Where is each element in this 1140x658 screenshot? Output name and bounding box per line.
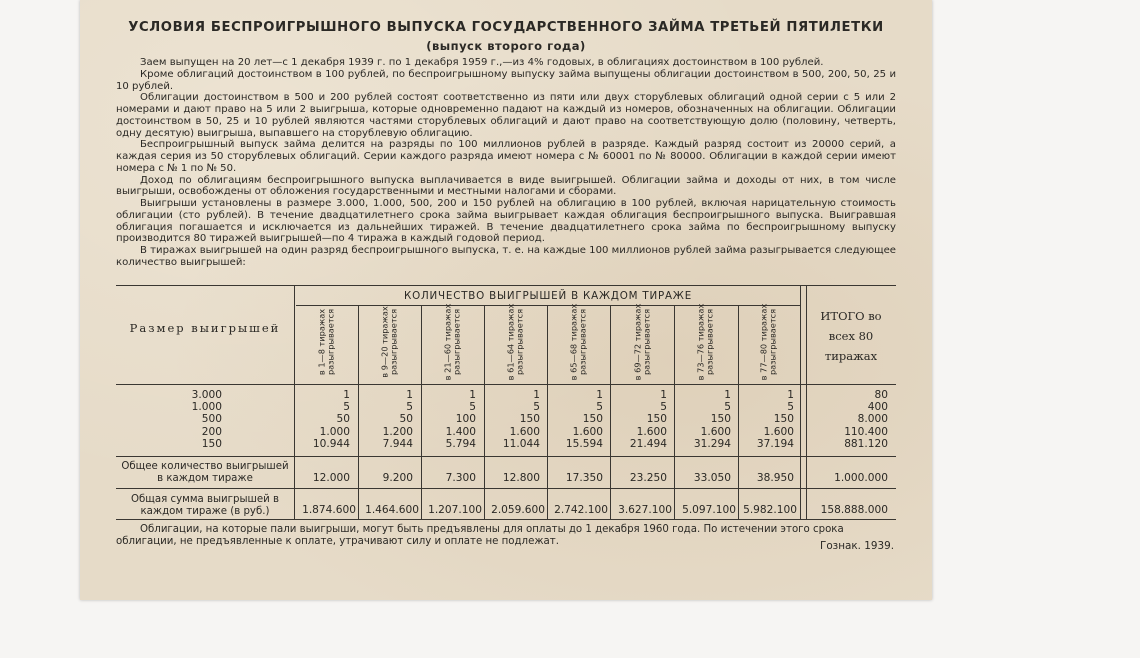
document-title: УСЛОВИЯ БЕСПРОИГРЫШНОГО ВЫПУСКА ГОСУДАРСТВЕННОГО ЗАЙМА ТРЕТЬЕЙ ПЯТИЛЕТКИ — [128, 20, 884, 35]
count-cell: 150 — [646, 413, 667, 426]
paragraph: Облигации достоинством в 500 и 200 рублей состоят соответственно из пяти или двух сторублевых облигаций одной серии с 5 или 2 номерами и дают право на 5 или 2 выигрыша, которые одновременно падают на каждый из номеров, обозначенных на облигации. Облигации достоинством в 50, 25 и 10 рублей являются частями сторублевых облигаций и дают право на соответствующую долю (половину, четверть, одну десятую) выигрыша, выпавшего на сторублевую облигацию. — [116, 92, 896, 139]
count-cell: 150 — [519, 413, 540, 426]
group-column-header: КОЛИЧЕСТВО ВЫИГРЫШЕЙ В КАЖДОМ ТИРАЖЕ — [404, 290, 692, 302]
count-cell: 1 — [660, 389, 667, 401]
paragraph: Кроме облигаций достоинством в 100 рублей, по беспроигрышному выпуску займа выпущены облигации достоинством в 500, 200, 50, 25 и 10 рублей. — [116, 68, 896, 92]
document-subtitle: (выпуск второго года) — [426, 39, 586, 53]
sum-cell: 2.059.600 — [491, 504, 545, 516]
count-cell: 1.000 — [319, 425, 350, 438]
count-cell: 5 — [660, 401, 667, 414]
table-top-rule — [116, 285, 896, 286]
count-cell: 50 — [399, 413, 413, 426]
paragraph: Доход по облигациям беспроигрышного выпуска выплачивается в виде выигрышей. Облигации займа и доходы от них, в том числе выигрыши, освобождены от обложения государственными и местными налогами и сборами. — [116, 174, 896, 198]
sum-cell: 5.982.100 — [743, 504, 797, 516]
total-cell: 80 — [874, 389, 888, 401]
count-bottom-rule — [116, 488, 896, 489]
draw-range-header: в 61—64 тиражах разыгрывается — [505, 303, 525, 381]
count-cell: 5 — [406, 401, 413, 414]
count-cell: 100 — [455, 413, 476, 426]
redemption-note: Облигации, на которые пали выигрыши, могут быть предъявлены для оплаты до 1 декабря 1960 года. По истечении этого срока облигации, не предъявленные к оплате, утрачивают силу и оплате не подлежат. — [116, 524, 844, 548]
count-cell: 1.600 — [700, 425, 731, 438]
sum-cell: 1.464.600 — [365, 504, 419, 516]
count-cell: 7.944 — [382, 437, 413, 450]
rows-bottom-rule — [116, 456, 896, 457]
count-cell: 1 — [343, 389, 350, 401]
column-divider — [800, 285, 801, 519]
count-total-cell: 7.300 — [445, 472, 476, 484]
count-total-cell: 12.000 — [312, 472, 350, 484]
total-cell: 400 — [867, 401, 888, 414]
count-column — [612, 389, 667, 450]
total-column — [808, 389, 888, 450]
count-cell: 15.594 — [565, 437, 603, 450]
count-total-cell: 9.200 — [382, 472, 413, 484]
draw-range-header: в 1—8 тиражах разыгрывается — [316, 308, 336, 376]
count-cell: 1 — [787, 389, 794, 401]
count-cell: 1.200 — [382, 425, 413, 438]
sum-cell: 1.874.600 — [302, 504, 356, 516]
count-cell: 5 — [724, 401, 731, 414]
draw-range-header: в 21—60 тиражах разыгрывается — [442, 303, 462, 381]
prize-size: 1.000 — [191, 401, 222, 414]
sum-cell: 3.627.100 — [618, 504, 672, 516]
sum-row-label: Общая сумма выигрышей в каждом тираже (в руб.) — [131, 494, 279, 518]
count-cell: 150 — [582, 413, 603, 426]
count-cell: 50 — [336, 413, 350, 426]
count-cell: 5 — [343, 401, 350, 414]
draw-range-header: в 77—80 тиражах разыгрывается — [758, 303, 778, 381]
size-column-header: Размер выигрышей — [129, 321, 281, 335]
count-cell: 1.600 — [509, 425, 540, 438]
count-cell: 5 — [533, 401, 540, 414]
count-cell: 37.194 — [756, 437, 794, 450]
count-column — [548, 389, 603, 450]
count-cell: 5.794 — [445, 437, 476, 450]
draw-range-header: в 73—76 тиражах разыгрывается — [695, 303, 715, 381]
paragraph: Беспроигрышный выпуск займа делится на разряды по 100 миллионов рублей в разряде. Каждый разряд состоит из 20000 серий, а каждая серия из 50 сторублевых облигаций. Серии каждого разряда имеют номера с № 60001 по № 80000. Облигации в каждой серии имеют номера с № 1 по № 50. — [116, 139, 896, 174]
sum-grand-total: 158.888.000 — [820, 504, 888, 516]
sum-cell: 1.207.100 — [428, 504, 482, 516]
count-column — [485, 389, 540, 450]
header-bottom-rule — [116, 384, 896, 385]
total-cell: 881.120 — [844, 437, 888, 450]
table-bottom-rule — [116, 519, 896, 520]
count-total-cell: 12.800 — [502, 472, 540, 484]
total-cell: 8.000 — [857, 413, 888, 426]
prize-size-column — [180, 389, 222, 450]
count-cell: 1.600 — [763, 425, 794, 438]
paragraph: Выигрыши установлены в размере 3.000, 1.000, 500, 200 и 150 рублей на облигацию в 100 рублей, включая нарицательную стоимость облигации (сто рублей). В течение двадцатилетнего срока займа выигрывает каждая облигация беспроигрышного выпуска. Выигравшая облигация погашается и исключается из дальнейших тиражей. В течение двадцатилетнего срока займа по беспроигрышному выпуску производится 80 тиражей выигрышей—по 4 тиража в каждый годовой период. — [116, 198, 896, 245]
prize-size: 3.000 — [191, 389, 222, 401]
count-cell: 10.944 — [312, 437, 350, 450]
printer-imprint: Гознак. 1939. — [819, 540, 894, 552]
conditions-text — [116, 57, 896, 269]
count-cell: 5 — [596, 401, 603, 414]
column-divider — [294, 285, 295, 519]
count-cell: 1 — [469, 389, 476, 401]
count-cell: 1.400 — [445, 425, 476, 438]
sum-cell: 2.742.100 — [554, 504, 608, 516]
count-column — [359, 389, 413, 450]
draw-range-header: в 9—20 тиражах разыгрывается — [379, 306, 399, 378]
count-column — [422, 389, 476, 450]
count-cell: 150 — [710, 413, 731, 426]
total-column-header: ИТОГО во всех 80 тиражах — [820, 309, 882, 363]
count-cell: 31.294 — [693, 437, 731, 450]
count-cell: 1.600 — [636, 425, 667, 438]
draw-range-header: в 65—68 тиражах разыгрывается — [568, 303, 588, 381]
count-cell: 1 — [406, 389, 413, 401]
count-column — [296, 389, 350, 450]
prize-size: 500 — [201, 413, 222, 426]
count-cell: 11.044 — [502, 437, 540, 450]
count-column — [739, 389, 794, 450]
sum-cell: 5.097.100 — [682, 504, 736, 516]
count-cell: 1 — [533, 389, 540, 401]
count-cell: 1 — [596, 389, 603, 401]
prize-size: 200 — [201, 425, 222, 438]
paragraph: Заем выпущен на 20 лет—с 1 декабря 1939 г. по 1 декабря 1959 г.,—из 4% годовых, в облигациях достоинством в 100 рублей. — [140, 57, 824, 68]
column-divider — [610, 305, 611, 519]
count-cell: 1 — [724, 389, 731, 401]
count-grand-total: 1.000.000 — [834, 472, 888, 484]
count-total-cell: 23.250 — [629, 472, 667, 484]
count-cell: 5 — [469, 401, 476, 414]
bond-back-sheet — [80, 0, 932, 600]
count-column — [675, 389, 731, 450]
count-cell: 5 — [787, 401, 794, 414]
count-cell: 21.494 — [629, 437, 667, 450]
count-total-cell: 17.350 — [565, 472, 603, 484]
draw-range-header: в 69—72 тиражах разыгрывается — [632, 303, 652, 381]
count-cell: 150 — [773, 413, 794, 426]
count-row-label: Общее количество выигрышей в каждом тираже — [121, 461, 289, 485]
paragraph: В тиражах выигрышей на один разряд беспроигрышного выпуска, т. е. на каждые 100 миллионов рублей займа разыгрывается следующее количество выигрышей: — [116, 245, 896, 268]
prize-size: 150 — [201, 437, 222, 450]
count-total-cell: 33.050 — [693, 472, 731, 484]
count-total-cell: 38.950 — [756, 472, 794, 484]
count-cell: 1.600 — [572, 425, 603, 438]
total-cell: 110.400 — [844, 425, 888, 438]
